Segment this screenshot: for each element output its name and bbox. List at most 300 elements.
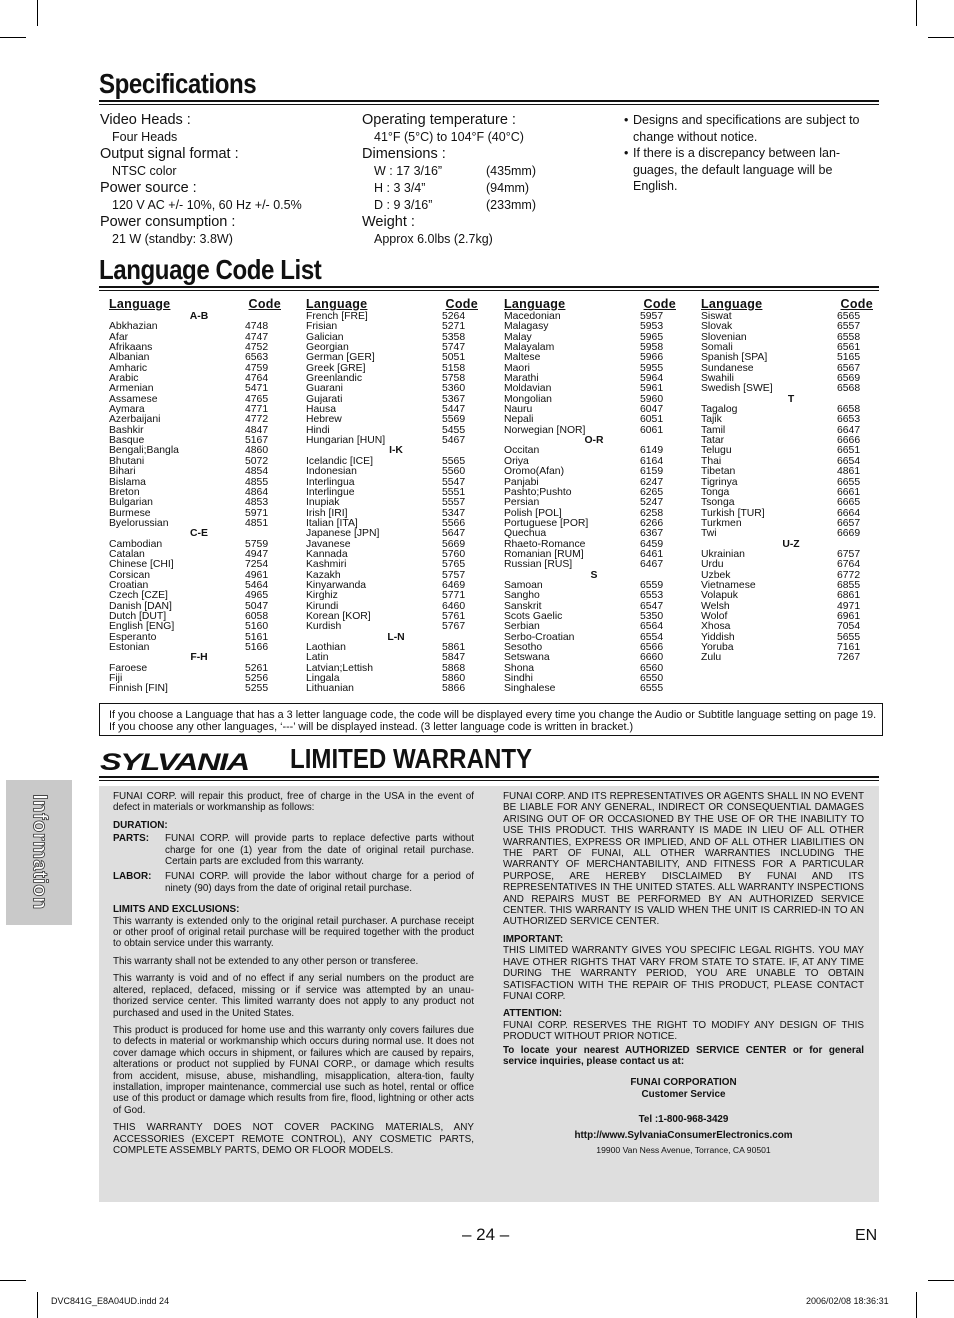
language-name: Czech [CZE] [109, 590, 168, 602]
language-name: Marathi [504, 373, 539, 385]
language-row [109, 467, 281, 477]
language-code: 5271 [442, 321, 466, 333]
language-section-heading: A-B [189, 311, 209, 322]
language-code: 6558 [837, 331, 861, 343]
spec-column-2 [362, 112, 536, 248]
language-name: Tonga [701, 486, 730, 498]
language-code: 6653 [837, 414, 861, 426]
language-code: 5847 [442, 652, 466, 664]
language-name: Gujarati [306, 393, 343, 405]
spec-label: Weight : [362, 214, 415, 230]
language-column [306, 297, 478, 695]
language-name: Finnish [FIN] [109, 683, 168, 695]
language-name: Spanish [SPA] [701, 352, 768, 364]
language-code: 7161 [837, 642, 861, 653]
language-code: 5165 [837, 352, 861, 364]
language-name: Abkhazian [109, 321, 158, 333]
language-name: Byelorussian [109, 517, 169, 529]
language-code: 5960 [640, 393, 664, 405]
language-name: Indonesian [306, 466, 357, 478]
language-code: 6757 [837, 548, 861, 560]
language-name: Volapuk [701, 590, 738, 602]
language-name: Estonian [109, 642, 150, 653]
company-name: FUNAI CORPORATION [630, 1077, 737, 1089]
language-name: Aymara [109, 404, 145, 416]
language-name: Albanian [109, 352, 150, 364]
spec-value: NTSC color [112, 164, 177, 178]
language-name: Romanian [RUM] [504, 548, 584, 560]
language-name: Wolof [701, 610, 728, 622]
language-name: Esperanto [109, 631, 157, 643]
spec-label: Dimensions : [362, 146, 446, 162]
language-name: Latvian;Lettish [306, 662, 374, 674]
language-name: Italian [ITA] [306, 517, 358, 529]
language-code: 6266 [640, 517, 664, 529]
language-section-heading: U-Z [782, 538, 800, 550]
language-name: Twi [701, 528, 717, 540]
language-code: 5557 [442, 497, 466, 509]
language-code: 5566 [442, 517, 466, 529]
language-name: Persian [504, 497, 540, 509]
language-code: 6459 [640, 538, 664, 550]
language-section-heading: O-R [584, 435, 604, 447]
language-code: 6567 [837, 362, 861, 374]
language-code: 5569 [442, 414, 466, 426]
language-code: 6058 [245, 610, 269, 622]
language-code: 5350 [640, 610, 664, 622]
language-name: Fiji [109, 673, 123, 685]
footer-timestamp: 2006/02/08 18:36:31 [806, 1296, 889, 1306]
warranty-paragraph: This warranty is void and of no effect if any serial numbers on the product are altered, replaced, defaced, missing or if service was attempted by an unau-thorized service center. This limited warranty does not apply to any product not purchased and used in the United States. [113, 973, 474, 1019]
language-code: 4765 [245, 393, 269, 405]
spec-value: 21 W (standby: 3.8W) [112, 232, 233, 246]
language-name: Tibetan [701, 466, 736, 478]
language-column-header: Language Code [306, 297, 478, 311]
language-code: 5861 [442, 642, 466, 653]
language-code: 4961 [245, 569, 269, 581]
warranty-paragraph: THIS LIMITED WARRANTY GIVES YOU SPECIFIC LEGAL RIGHTS. YOU MAY HAVE OTHER RIGHTS THAT VARY FROM STATE TO STATE. IF, AT ANY TIME DURING THE WARRANTY PERIOD, YOU ARE UNABLE TO OBTAIN SATISFACTION WITH THE REPAIR OF THIS PRODUCT, PLEASE CONTACT FUNAI CORP. [503, 945, 864, 1002]
language-name: Siswat [701, 311, 732, 322]
language-code: 6563 [245, 352, 269, 364]
language-code: 5264 [442, 311, 466, 322]
language-code: 6565 [837, 311, 861, 322]
language-row [504, 529, 676, 539]
language-name: Assamese [109, 393, 158, 405]
language-code: 4748 [245, 321, 269, 333]
language-code: 5261 [245, 662, 269, 674]
language-name: Korean [KOR] [306, 610, 371, 622]
language-code: 5455 [442, 424, 466, 436]
customer-service: Customer Service [641, 1088, 726, 1100]
language-row [109, 498, 281, 508]
language-name: Slovak [701, 321, 733, 333]
language-name: Tamil [701, 424, 726, 436]
language-name: Setswana [504, 652, 550, 664]
language-name: Georgian [306, 342, 349, 354]
crop-mark [916, 1292, 917, 1318]
language-name: Malay [504, 331, 532, 343]
language-column [504, 297, 676, 695]
language-code: 6658 [837, 404, 861, 416]
language-name: Sangho [504, 590, 540, 602]
language-name: Serbo-Croatian [504, 631, 575, 643]
language-name: Danish [DAN] [109, 600, 172, 612]
locate-service-text: To locate your nearest AUTHORIZED SERVICE CENTER or for general service inquiries, please contact us at: [503, 1044, 864, 1067]
language-code: 4771 [245, 404, 269, 416]
language-code: 5866 [442, 683, 466, 695]
language-code: 5464 [245, 579, 269, 591]
language-row [504, 498, 676, 508]
language-code: 5961 [640, 383, 664, 395]
language-name: Greenlandic [306, 373, 363, 385]
language-code: 5072 [245, 455, 269, 467]
language-name: Kannada [306, 548, 348, 560]
language-name: Samoan [504, 579, 543, 591]
language-name: Macedonian [504, 311, 561, 322]
language-code: 6861 [837, 590, 861, 602]
language-name: Catalan [109, 548, 145, 560]
language-name: Nauru [504, 404, 533, 416]
language-name: Afrikaans [109, 342, 153, 354]
language-code: 5759 [245, 538, 269, 550]
language-code: 6560 [640, 662, 664, 674]
language-name: French [FRE] [306, 311, 368, 322]
language-name: Turkmen [701, 517, 742, 529]
crop-mark [37, 0, 38, 26]
language-code: 6661 [837, 486, 861, 498]
language-code: 5551 [442, 486, 466, 498]
language-code: 5771 [442, 590, 466, 602]
language-name: Cambodian [109, 538, 163, 550]
crop-mark [928, 1280, 954, 1281]
language-code: 4851 [245, 517, 269, 529]
language-row [504, 560, 676, 570]
spec-label: Power source : [100, 180, 197, 196]
language-code: 5767 [442, 621, 466, 633]
dimension-row: W : 17 3/16” (435mm) [374, 164, 537, 178]
language-name: Kazakh [306, 569, 341, 581]
language-name: Hungarian [HUN] [306, 435, 386, 447]
labor-term: LABOR: FUNAI CORP. will provide the labor without charge for a period of ninety (90) days from the date of original retail purchase. [113, 871, 474, 894]
language-name: Bhutani [109, 455, 145, 467]
language-name: Javanese [306, 538, 351, 550]
spec-value: 120 V AC +/- 10%, 60 Hz +/- 0.5% [112, 198, 302, 212]
language-name: Lithuanian [306, 683, 354, 695]
language-name: Frisian [306, 321, 338, 333]
language-name: Hindi [306, 424, 330, 436]
language-name: Irish [IRI] [306, 507, 348, 519]
language-name: Interlingua [306, 476, 355, 488]
language-code: 5358 [442, 331, 466, 343]
language-code: 6047 [640, 404, 664, 416]
language-name: Uzbek [701, 569, 731, 581]
language-code: 5860 [442, 673, 466, 685]
language-name: Afar [109, 331, 129, 343]
language-code: 5868 [442, 662, 466, 674]
specifications-title: Specifications [99, 68, 257, 99]
language-name: Bihari [109, 466, 136, 478]
language-name: Malayalam [504, 342, 555, 354]
language-name: Kirundi [306, 600, 339, 612]
language-code: 4971 [837, 600, 861, 612]
language-code: 5160 [245, 621, 269, 633]
spec-note: • If there is a discrepancy between lan-guages, the default language will be English. [624, 145, 874, 195]
language-code: 5758 [442, 373, 466, 385]
phone-number: Tel :1-800-968-3429 [638, 1114, 729, 1126]
footer-filename: DVC841G_E8A04UD.indd 24 [51, 1296, 170, 1306]
language-code: 4847 [245, 424, 269, 436]
language-name: Russian [RUS] [504, 559, 573, 571]
language-code: 6666 [837, 435, 861, 447]
language-name: Tatar [701, 435, 725, 447]
language-code: 5447 [442, 404, 466, 416]
language-code: 6561 [837, 342, 861, 354]
language-name: Pashto;Pushto [504, 486, 572, 498]
language-name: Occitan [504, 445, 540, 457]
parts-term: PARTS: FUNAI CORP. will provide parts to replace defective parts without charge for one (1) year from the date of original retail purchase. Certain parts are excluded from this warranty. [113, 833, 474, 868]
sylvania-logo: SYLVANIA [100, 749, 249, 776]
language-row [701, 529, 873, 539]
language-section-heading: L-N [387, 631, 405, 643]
spec-value: 41°F (5°C) to 104°F (40°C) [374, 130, 524, 144]
language-name: Shona [504, 662, 535, 674]
language-row [504, 467, 676, 477]
language-name: Rhaeto-Romance [504, 538, 586, 550]
language-code: 6149 [640, 445, 664, 457]
language-name: Scots Gaelic [504, 610, 563, 622]
language-code: 5953 [640, 321, 664, 333]
language-code: 5955 [640, 362, 664, 374]
language-code: 5255 [245, 683, 269, 695]
website-link[interactable]: http://www.SylvaniaConsumerElectronics.com [574, 1129, 793, 1141]
language-code: 4864 [245, 486, 269, 498]
language-code: 6669 [837, 528, 861, 540]
language-name: Bislama [109, 476, 146, 488]
language-name: Moldavian [504, 383, 552, 395]
language-name: Tajik [701, 414, 722, 426]
language-code: 5167 [245, 435, 269, 447]
language-name: Hebrew [306, 414, 342, 426]
language-row [701, 653, 873, 663]
language-name: Swedish [SWE] [701, 383, 773, 395]
spec-value: Four Heads [112, 130, 178, 144]
language-code: 5547 [442, 476, 466, 488]
language-code: 5761 [442, 610, 466, 622]
language-code: 4747 [245, 331, 269, 343]
crop-mark [928, 37, 954, 38]
language-code: 7267 [837, 652, 861, 664]
language-name: Polish [POL] [504, 507, 562, 519]
language-name: Maltese [504, 352, 541, 364]
language-code: 5747 [442, 342, 466, 354]
language-code: 5047 [245, 600, 269, 612]
language-name: Lingala [306, 673, 340, 685]
language-name: Japanese [JPN] [306, 528, 380, 540]
language-code: 5669 [442, 538, 466, 550]
language-code: 4860 [245, 445, 269, 457]
language-row [701, 467, 873, 477]
warranty-paragraph: THIS WARRANTY DOES NOT COVER PACKING MATERIALS, ANY ACCESSORIES (EXCEPT REMOTE CONTROL), ANY COSMETIC PARTS, COMPLETE ASSEMBLY PARTS, DEMO OR FLOOR MODELS. [113, 1122, 474, 1156]
language-name: Inupiak [306, 497, 340, 509]
warranty-paragraph: FUNAI CORP. AND ITS REPRESENTATIVES OR AGENTS SHALL IN NO EVENT BE LIABLE FOR ANY GENERAL, INDIRECT OR CONSEQUENTIAL DAMAGES ARISING OUT OF OR OCCASIONED BY THE USE OF OR THE INABILITY TO USE THIS PRODUCT. THIS WARRANTY IS MADE IN LIEU OF ALL OTHER WARRANTIES, EXPRESS OR IMPLIED, AND OF ALL OTHER LIABILITIES ON THE PART OF FUNAI, ALL OTHER WARRANTIES INCLUDING THE WARRANTY OF MERCHANTABILITY, AND FITNESS FOR A PARTICULAR PURPOSE, ARE HEREBY DISCLAIMED BY FUNAI AND ITS REPRESENTATIVES IN THE UNITED STATES. ALL WARRANTY INSPECTIONS AND REPAIRS MUST BE PERFORMED BY AN AUTHORIZED SERVICE CENTER. THIS WARRANTY IS VALID WHEN THE UNIT IS CARRIED-IN TO AN AUTHORIZED SERVICE CENTER. [503, 791, 864, 928]
language-code: 5971 [245, 507, 269, 519]
language-name: Dutch [DUT] [109, 610, 167, 622]
language-row [701, 498, 873, 508]
language-code: 5647 [442, 528, 466, 540]
language-code: 6651 [837, 445, 861, 457]
language-code-note: If you choose a Language that has a 3 letter language code, the code will be displayed every time you change the Audio or Subtitle language setting on page 19. If you choose any other languages, ‘---’ will be displayed instead. (3 letter language code is written in bracket.) [99, 703, 883, 736]
language-code: 6660 [640, 652, 664, 664]
language-name: Sindhi [504, 673, 533, 685]
language-code: 6159 [640, 466, 664, 478]
language-name: Welsh [701, 600, 730, 612]
language-name: Tagalog [701, 404, 738, 416]
language-name: Galician [306, 331, 344, 343]
language-code: 5757 [442, 569, 466, 581]
language-code: 5256 [245, 673, 269, 685]
language-code: 5051 [442, 352, 466, 364]
language-row [306, 467, 478, 477]
language-column [701, 297, 873, 664]
language-name: Kinyarwanda [306, 579, 367, 591]
language-code: 5966 [640, 352, 664, 364]
language-code: 6855 [837, 579, 861, 591]
language-name: Latin [306, 652, 329, 664]
language-code: 6655 [837, 476, 861, 488]
title-rule [99, 286, 879, 291]
address: 19900 Van Ness Avenue, Torrance, CA 90501 [596, 1144, 771, 1155]
language-name: Kurdish [306, 621, 342, 633]
language-code: 6547 [640, 600, 664, 612]
crop-mark [0, 37, 26, 38]
language-name: Tigrinya [701, 476, 738, 488]
side-tab-label: Information [28, 794, 51, 910]
language-code: 6557 [837, 321, 861, 333]
language-name: Guarani [306, 383, 343, 395]
language-name: Chinese [CHI] [109, 559, 174, 571]
language-row [701, 384, 873, 394]
language-code: 6367 [640, 528, 664, 540]
language-name: Croatian [109, 579, 149, 591]
language-name: Tsonga [701, 497, 735, 509]
language-code: 5560 [442, 466, 466, 478]
language-code: 6568 [837, 383, 861, 395]
language-name: English [ENG] [109, 621, 175, 633]
language-code: 6550 [640, 673, 664, 685]
language-code: 4764 [245, 373, 269, 385]
language-code: 5471 [245, 383, 269, 395]
language-name: Vietnamese [701, 579, 756, 591]
language-name: German [GER] [306, 352, 375, 364]
language-code: 6664 [837, 507, 861, 519]
important-heading: IMPORTANT: [503, 933, 564, 945]
language-name: Maori [504, 362, 530, 374]
spec-label: Power consumption : [100, 214, 236, 230]
language-name: Azerbaijani [109, 414, 161, 426]
language-row [306, 684, 478, 694]
language-name: Singhalese [504, 683, 556, 695]
language-code: 6469 [442, 579, 466, 591]
language-code: 6665 [837, 497, 861, 509]
language-section-heading: F-H [190, 652, 208, 664]
language-code: 5360 [442, 383, 466, 395]
title-rule [99, 100, 879, 105]
language-column-header: Language Code [701, 297, 873, 311]
language-name: Hausa [306, 404, 337, 416]
warranty-paragraph: This product is produced for home use and this warranty only covers failures due to defects in material or workmanship which occurs during normal use. It does not cover damage which occurs in shipment, or failures which are caused by repairs, alterations or product not supplied by FUNAI CORP., or damage which results from accident, misuse, abuse, mishandling, misapplication, altera-tion, faulty installation, improper maintenance, commercial use such as hotel, rental or office use of this product or damage which results from fire, flood, lightning or other acts of God. [113, 1024, 474, 1116]
language-code: 5760 [442, 548, 466, 560]
language-code: 7054 [837, 621, 861, 633]
language-code: 6961 [837, 610, 861, 622]
language-name: Turkish [TUR] [701, 507, 765, 519]
language-name: Icelandic [ICE] [306, 455, 373, 467]
language-name: Kashmiri [306, 559, 347, 571]
language-code: 5347 [442, 507, 466, 519]
warranty-paragraph: This warranty is extended only to the original retail purchaser. A purchase receipt or other proof of original retail purchase will be required together with the product to obtain service under this warranty. [113, 915, 474, 950]
language-code: 6553 [640, 590, 664, 602]
spec-label: Operating temperature : [362, 112, 516, 128]
language-section-heading: T [787, 393, 795, 405]
language-name: Laothian [306, 642, 346, 653]
language-name: Sanskrit [504, 600, 542, 612]
language-name: Sundanese [701, 362, 754, 374]
spec-value: Approx 6.0lbs (2.7kg) [374, 232, 493, 246]
language-name: Interlingue [306, 486, 355, 498]
language-name: Malagasy [504, 321, 549, 333]
language-code: 4861 [837, 466, 861, 478]
language-name: Amharic [109, 362, 148, 374]
language-name: Kirghiz [306, 590, 338, 602]
language-code: 6164 [640, 455, 664, 467]
language-code: 5247 [640, 497, 664, 509]
language-name: Slovenian [701, 331, 747, 343]
warranty-paragraph: FUNAI CORP. RESERVES THE RIGHT TO MODIFY ANY DESIGN OF THIS PRODUCT WITHOUT PRIOR NOTICE. [503, 1019, 864, 1043]
warranty-left-column [113, 791, 474, 1162]
language-code: 6764 [837, 559, 861, 571]
language-name: Breton [109, 486, 140, 498]
language-code: 6654 [837, 455, 861, 467]
language-name: Yiddish [701, 631, 735, 643]
language-code: 4853 [245, 497, 269, 509]
language-name: Bengali;Bangla [109, 445, 179, 457]
language-code: 5161 [245, 631, 269, 643]
language-name: Oromo(Afan) [504, 466, 565, 478]
information-side-tab [6, 780, 72, 925]
page-number: – 24 – [462, 1225, 510, 1244]
title-rule [99, 776, 879, 781]
language-code: 5965 [640, 331, 664, 343]
language-name: Greek [GRE] [306, 362, 366, 374]
language-name: Oriya [504, 455, 529, 467]
language-code: 6554 [640, 631, 664, 643]
language-name: Mongolian [504, 393, 552, 405]
language-code: 6265 [640, 486, 664, 498]
language-code: 6461 [640, 548, 664, 560]
language-name: Swahili [701, 373, 734, 385]
language-name: Sesotho [504, 642, 543, 653]
language-name: Yoruba [701, 642, 734, 653]
language-section-heading: I-K [389, 445, 403, 457]
crop-mark [0, 1280, 26, 1281]
crop-mark [37, 1292, 38, 1318]
spec-notes [624, 112, 874, 195]
language-section-heading: C-E [190, 528, 208, 540]
language-code: 4772 [245, 414, 269, 426]
language-name: Corsican [109, 569, 150, 581]
language-row [109, 684, 281, 694]
language-code: 6247 [640, 476, 664, 488]
language-list-title: Language Code List [99, 254, 322, 285]
